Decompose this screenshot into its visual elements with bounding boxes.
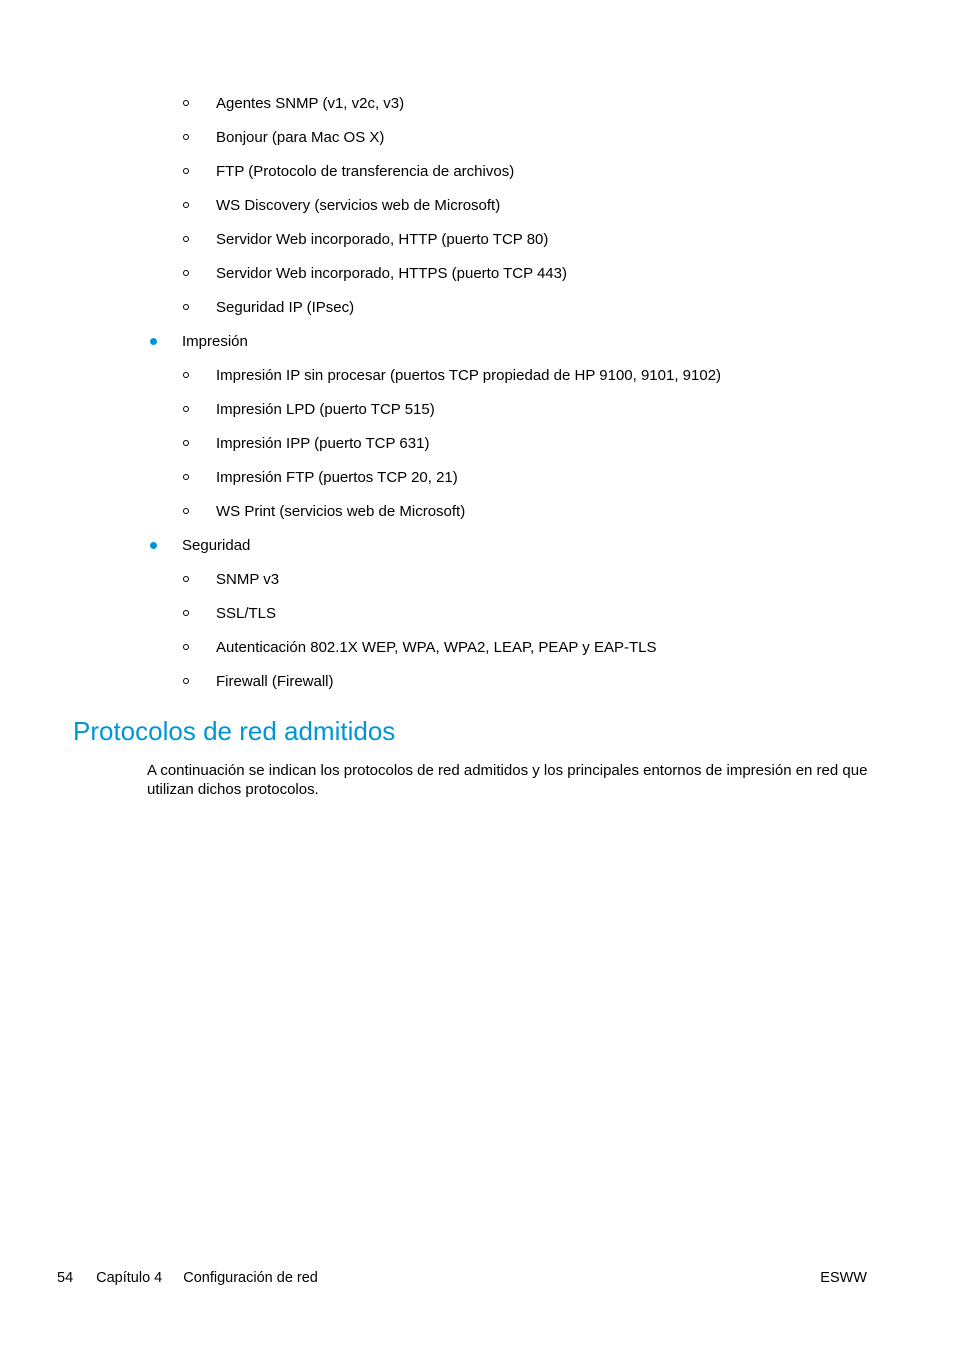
list-item-text: Servidor Web incorporado, HTTP (puerto TCP 80): [216, 231, 549, 248]
circle-bullet-icon: [183, 474, 189, 480]
footer-publisher-code: ESWW: [820, 1270, 867, 1286]
section-heading: Protocolos de red admitidos: [73, 716, 396, 746]
circle-bullet-icon: [183, 610, 189, 616]
list-item-text: Seguridad: [182, 537, 251, 554]
list-item-text: WS Print (servicios web de Microsoft): [216, 503, 466, 520]
list-item-sub: [0, 96, 954, 111]
circle-bullet-icon: [183, 576, 189, 582]
list-item-main: [0, 538, 954, 553]
list-item-text: Impresión LPD (puerto TCP 515): [216, 401, 435, 418]
list-item-text: Servidor Web incorporado, HTTPS (puerto TCP 443): [216, 265, 567, 282]
circle-bullet-icon: [183, 168, 189, 174]
list-item-sub: [0, 606, 954, 621]
list-item-sub: [0, 232, 954, 247]
list-item-sub: [0, 402, 954, 417]
filled-bullet-icon: [150, 542, 157, 549]
filled-bullet-icon: [150, 338, 157, 345]
circle-bullet-icon: [183, 100, 189, 106]
list-item-sub: [0, 198, 954, 213]
circle-bullet-icon: [183, 644, 189, 650]
page-footer: [57, 1271, 867, 1286]
circle-bullet-icon: [183, 372, 189, 378]
footer-chapter-label: Capítulo 4: [96, 1270, 163, 1286]
circle-bullet-icon: [183, 508, 189, 514]
list-item-sub: [0, 436, 954, 451]
list-item-text: Agentes SNMP (v1, v2c, v3): [216, 95, 405, 112]
circle-bullet-icon: [183, 270, 189, 276]
list-item-sub: [0, 368, 954, 383]
circle-bullet-icon: [183, 406, 189, 412]
list-item-sub: [0, 164, 954, 179]
list-item-sub: [0, 504, 954, 519]
list-item-text: WS Discovery (servicios web de Microsoft): [216, 197, 501, 214]
list-item-text: Bonjour (para Mac OS X): [216, 129, 385, 146]
circle-bullet-icon: [183, 678, 189, 684]
list-item-text: Impresión FTP (puertos TCP 20, 21): [216, 469, 458, 486]
list-item-text: Impresión IP sin procesar (puertos TCP propiedad de HP 9100, 9101, 9102): [216, 367, 722, 384]
section-intro-paragraph: A continuación se indican los protocolos de red admitidos y los principales entornos de impresión en red que utilizan dichos protocolos.: [147, 762, 868, 798]
circle-bullet-icon: [183, 236, 189, 242]
circle-bullet-icon: [183, 440, 189, 446]
list-item-sub: [0, 266, 954, 281]
list-item-text: SNMP v3: [216, 571, 280, 588]
footer-page-number: 54: [57, 1270, 74, 1286]
list-item-sub: [0, 572, 954, 587]
list-item-sub: [0, 640, 954, 655]
circle-bullet-icon: [183, 202, 189, 208]
list-item-text: Seguridad IP (IPsec): [216, 299, 355, 316]
list-item-sub: [0, 300, 954, 315]
list-item-text: Impresión: [182, 333, 248, 350]
list-item-sub: [0, 674, 954, 689]
list-item-sub: [0, 130, 954, 145]
list-item-main: [0, 334, 954, 349]
footer-chapter-title: Configuración de red: [183, 1270, 318, 1286]
list-item-sub: [0, 470, 954, 485]
list-item-text: Firewall (Firewall): [216, 673, 334, 690]
circle-bullet-icon: [183, 134, 189, 140]
circle-bullet-icon: [183, 304, 189, 310]
list-item-text: FTP (Protocolo de transferencia de archivos): [216, 163, 515, 180]
list-item-text: SSL/TLS: [216, 605, 277, 622]
list-item-text: Autenticación 802.1X WEP, WPA, WPA2, LEAP, PEAP y EAP-TLS: [216, 639, 657, 656]
list-item-text: Impresión IPP (puerto TCP 631): [216, 435, 430, 452]
